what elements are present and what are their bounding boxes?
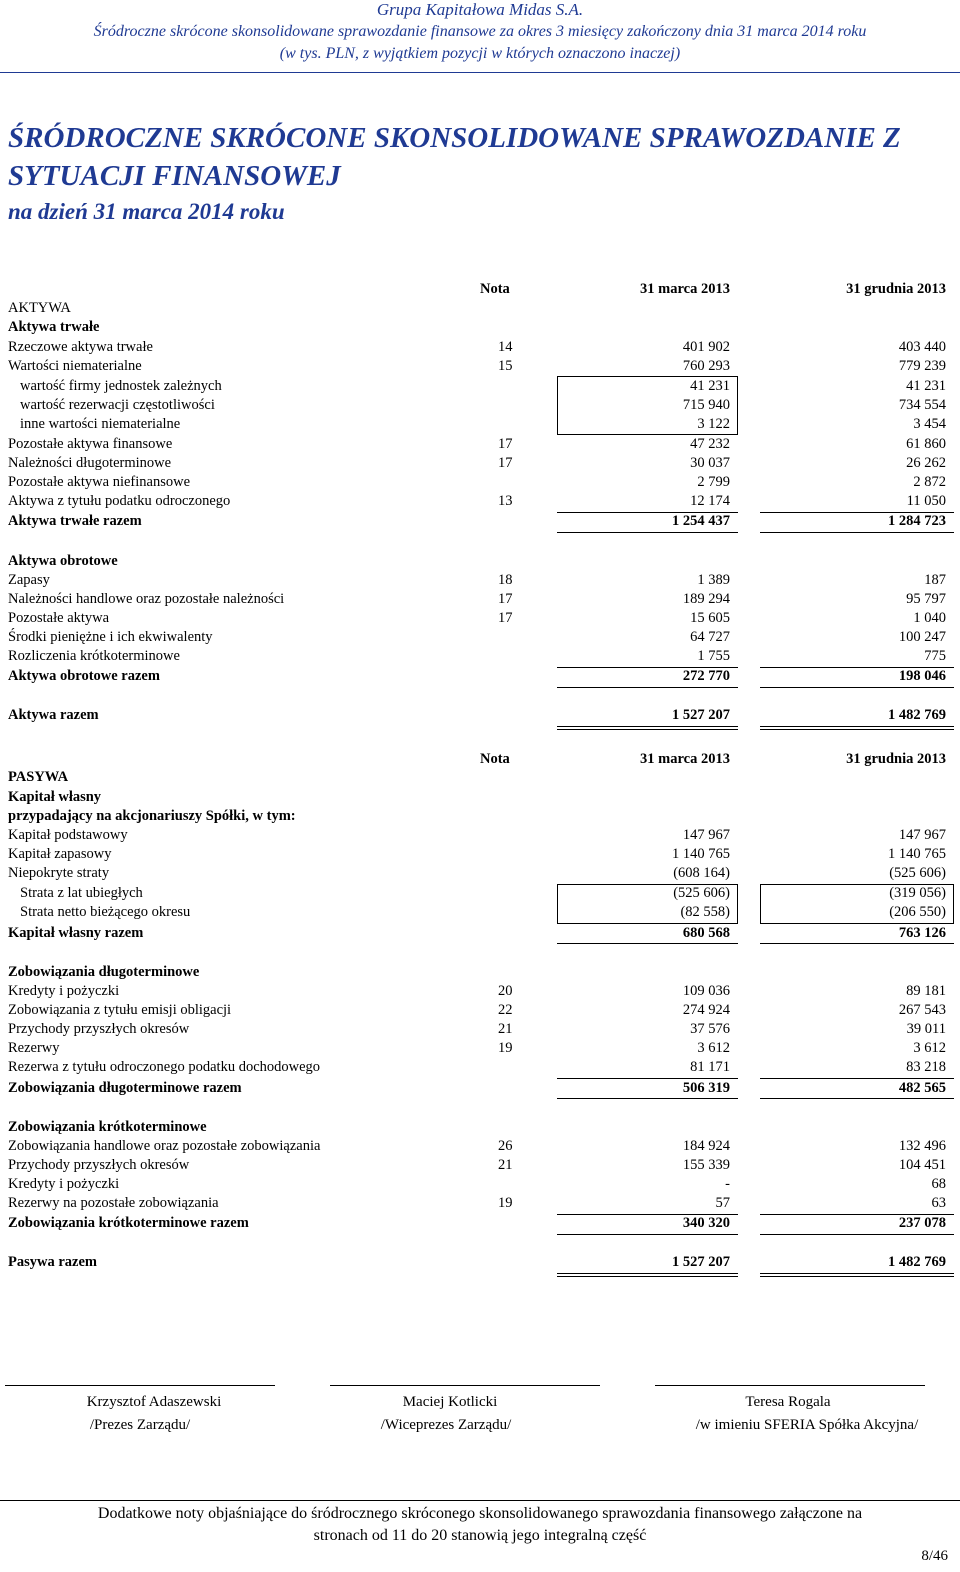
- row-label: Pasywa razem: [8, 1254, 97, 1270]
- row-value-1: 2 799: [697, 474, 730, 490]
- row-value-1: 1 755: [697, 648, 730, 664]
- row-value-1: -: [725, 1176, 730, 1192]
- underline: [557, 687, 738, 688]
- header-divider: [0, 72, 960, 73]
- row-value-2: 26 262: [906, 455, 946, 471]
- row-value-1: 715 940: [682, 397, 730, 413]
- table-row: [0, 571, 960, 590]
- row-label: Rezerwa z tytułu odroczonego podatku dochodowego: [8, 1059, 321, 1075]
- row-value-1: 1 389: [697, 572, 730, 588]
- row-value-1: 37 576: [690, 1021, 730, 1037]
- row-nota: 26: [498, 1138, 513, 1154]
- row-value-2: 1 040: [913, 610, 946, 626]
- row-value-1: 1 527 207: [672, 707, 730, 723]
- double-underline: [557, 1273, 738, 1277]
- row-label: Pozostałe aktywa: [8, 610, 110, 626]
- row-value-1: 272 770: [682, 668, 730, 684]
- footer-note-line2: stronach od 11 do 20 stanowią jego integralną część: [313, 1527, 647, 1544]
- col-period1: 31 marca 2013: [640, 751, 730, 767]
- row-value-1: 30 037: [690, 455, 730, 471]
- table-row: [0, 647, 960, 666]
- row-nota: 19: [498, 1195, 513, 1211]
- row-label: Pozostałe aktywa finansowe: [8, 436, 173, 452]
- row-label: Aktywa z tytułu podatku odroczonego: [8, 493, 231, 509]
- row-value-2: 403 440: [898, 339, 946, 355]
- table-row: [0, 903, 960, 922]
- row-value-2: 198 046: [898, 668, 946, 684]
- table-row: [0, 1194, 960, 1213]
- section-subheading: [0, 963, 960, 982]
- table-row: [0, 1058, 960, 1077]
- noncurrent-heading: Aktywa trwałe: [8, 319, 100, 335]
- col-period2: 31 grudnia 2013: [846, 281, 946, 297]
- row-label: Rozliczenia krótkoterminowe: [8, 648, 180, 664]
- row-nota: 17: [498, 610, 513, 626]
- col-nota: Nota: [480, 281, 510, 297]
- row-value-2: 482 565: [898, 1080, 946, 1096]
- row-value-1: 3 122: [697, 416, 730, 432]
- row-value-1: 64 727: [690, 629, 730, 645]
- row-label: Zapasy: [8, 572, 50, 588]
- row-value-1: 189 294: [682, 591, 730, 607]
- row-value-1: 340 320: [682, 1215, 730, 1231]
- row-label: Przychody przyszłych okresów: [8, 1157, 190, 1173]
- total-row: [0, 1253, 960, 1272]
- row-label: wartość rezerwacji częstotliwości: [20, 397, 215, 413]
- col-period1: 31 marca 2013: [640, 281, 730, 297]
- table-row: [0, 845, 960, 864]
- row-label: Kapitał zapasowy: [8, 846, 112, 862]
- row-value-1: 401 902: [682, 339, 730, 355]
- col-period2: 31 grudnia 2013: [846, 751, 946, 767]
- table-row: [0, 982, 960, 1001]
- row-value-2: 1 140 765: [888, 846, 946, 862]
- row-label: Rezerwy na pozostałe zobowiązania: [8, 1195, 219, 1211]
- section-subheading: [0, 807, 960, 826]
- row-value-2: 83 218: [906, 1059, 946, 1075]
- row-label: Należności długoterminowe: [8, 455, 172, 471]
- signature-role: /Prezes Zarządu/: [89, 1417, 191, 1433]
- row-value-1: 506 319: [682, 1080, 730, 1096]
- underline: [760, 532, 954, 533]
- signature-name: Teresa Rogala: [745, 1394, 831, 1410]
- row-value-1: 1 254 437: [672, 513, 730, 529]
- row-value-1: (82 558): [680, 904, 730, 920]
- table-row: [0, 1020, 960, 1039]
- row-label: Zobowiązania długoterminowe razem: [8, 1080, 242, 1096]
- row-value-1: 184 924: [682, 1138, 730, 1154]
- section-heading: [0, 768, 960, 787]
- row-label: Rzeczowe aktywa trwałe: [8, 339, 153, 355]
- row-value-2: 63: [931, 1195, 946, 1211]
- double-underline: [557, 726, 738, 730]
- row-label: Aktywa trwałe razem: [8, 513, 142, 529]
- st-heading: Zobowiązania krótkoterminowe: [8, 1119, 207, 1135]
- row-label: Niepokryte straty: [8, 865, 110, 881]
- row-value-2: 779 239: [898, 358, 946, 374]
- row-value-2: 3 454: [913, 416, 946, 432]
- row-label: Strata z lat ubiegłych: [20, 885, 143, 901]
- subtotal-row: [0, 512, 960, 531]
- table-row: [0, 1039, 960, 1058]
- row-value-2: 3 612: [913, 1040, 946, 1056]
- row-value-2: (206 550): [889, 904, 946, 920]
- row-value-1: 41 231: [690, 378, 730, 394]
- table-row: [0, 415, 960, 434]
- table-row: [0, 492, 960, 511]
- row-value-2: 11 050: [906, 493, 946, 509]
- row-value-1: 47 232: [690, 436, 730, 452]
- equity-heading: Kapitał własny: [8, 789, 102, 805]
- row-nota: 17: [498, 436, 513, 452]
- row-value-1: 15 605: [690, 610, 730, 626]
- table-row: [0, 1175, 960, 1194]
- liabilities-heading: PASYWA: [8, 769, 69, 785]
- row-value-2: 187: [924, 572, 946, 588]
- row-value-2: 104 451: [898, 1157, 946, 1173]
- row-nota: 20: [498, 983, 513, 999]
- row-value-2: 267 543: [898, 1002, 946, 1018]
- table-row: [0, 1001, 960, 1020]
- row-label: Aktywa razem: [8, 707, 99, 723]
- row-value-2: 61 860: [906, 436, 946, 452]
- equity-subheading: przypadający na akcjonariuszy Spółki, w tym:: [8, 808, 296, 824]
- row-value-1: 155 339: [682, 1157, 730, 1173]
- row-value-1: 274 924: [682, 1002, 730, 1018]
- subtotal-row: [0, 924, 960, 943]
- row-value-2: 237 078: [898, 1215, 946, 1231]
- signature-line: [330, 1385, 600, 1386]
- section-subheading: [0, 552, 960, 571]
- row-value-2: 41 231: [906, 378, 946, 394]
- units-note: (w tys. PLN, z wyjątkiem pozycji w których oznaczono inaczej): [279, 45, 681, 62]
- row-nota: 14: [498, 339, 513, 355]
- footer-divider: [0, 1500, 960, 1501]
- table-row: [0, 396, 960, 415]
- page-number: 8/46: [921, 1548, 948, 1564]
- signature-line: [5, 1385, 275, 1386]
- row-label: Przychody przyszłych okresów: [8, 1021, 190, 1037]
- row-value-1: 680 568: [682, 925, 730, 941]
- row-value-1: 81 171: [690, 1059, 730, 1075]
- page-title-line1: ŚRÓDROCZNE SKRÓCONE SKONSOLIDOWANE SPRAWOZDANIE Z: [8, 122, 901, 154]
- row-label: Pozostałe aktywa niefinansowe: [8, 474, 191, 490]
- col-nota: Nota: [480, 751, 510, 767]
- underline: [557, 1098, 738, 1099]
- table-row: [0, 377, 960, 396]
- company-name: Grupa Kapitałowa Midas S.A.: [376, 0, 584, 19]
- row-nota: 17: [498, 591, 513, 607]
- assets-column-header: [0, 280, 960, 299]
- row-label: Kapitał podstawowy: [8, 827, 128, 843]
- section-subheading: [0, 1118, 960, 1137]
- section-subheading: [0, 788, 960, 807]
- row-nota: 21: [498, 1021, 513, 1037]
- underline: [760, 687, 954, 688]
- row-value-2: (319 056): [889, 885, 946, 901]
- row-value-2: 39 011: [906, 1021, 946, 1037]
- row-value-2: 68: [931, 1176, 946, 1192]
- row-label: Strata netto bieżącego okresu: [20, 904, 191, 920]
- page-title-line2: SYTUACJI FINANSOWEJ: [8, 160, 341, 192]
- double-underline: [760, 1273, 954, 1277]
- row-label: Rezerwy: [8, 1040, 60, 1056]
- row-label: Wartości niematerialne: [8, 358, 142, 374]
- underline: [760, 943, 954, 944]
- table-row: [0, 435, 960, 454]
- row-nota: 17: [498, 455, 513, 471]
- row-label: Środki pieniężne i ich ekwiwalenty: [8, 629, 213, 645]
- table-row: [0, 454, 960, 473]
- row-value-2: (525 606): [889, 865, 946, 881]
- table-row: [0, 864, 960, 883]
- row-value-2: 763 126: [898, 925, 946, 941]
- row-value-1: 760 293: [682, 358, 730, 374]
- row-value-1: (608 164): [673, 865, 730, 881]
- signature-role: /w imieniu SFERIA Spółka Akcyjna/: [695, 1417, 919, 1433]
- signature-name: Maciej Kotlicki: [402, 1394, 498, 1410]
- lt-heading: Zobowiązania długoterminowe: [8, 964, 200, 980]
- row-nota: 21: [498, 1157, 513, 1173]
- row-value-1: 109 036: [682, 983, 730, 999]
- underline: [557, 532, 738, 533]
- row-value-1: 1 140 765: [672, 846, 730, 862]
- underline: [557, 943, 738, 944]
- row-value-2: 1 482 769: [888, 1254, 946, 1270]
- footer-note-line1: Dodatkowe noty objaśniające do śródrocznego skróconego skonsolidowanego sprawozdania finansowego załączone na: [97, 1505, 863, 1522]
- table-row: [0, 590, 960, 609]
- underline: [760, 1234, 954, 1235]
- report-subtitle: Śródroczne skrócone skonsolidowane sprawozdanie finansowe za okres 3 miesięcy zakończony dnia 31 marca 2014 roku: [93, 23, 867, 40]
- table-row: [0, 473, 960, 492]
- section-subheading: [0, 318, 960, 337]
- row-label: Aktywa obrotowe razem: [8, 668, 160, 684]
- table-row: [0, 338, 960, 357]
- table-row: [0, 1156, 960, 1175]
- row-value-1: 147 967: [682, 827, 730, 843]
- row-label: Zobowiązania handlowe oraz pozostałe zobowiązania: [8, 1138, 321, 1154]
- row-value-2: 100 247: [898, 629, 946, 645]
- row-nota: 19: [498, 1040, 513, 1056]
- row-label: inne wartości niematerialne: [20, 416, 181, 432]
- row-label: Należności handlowe oraz pozostałe należności: [8, 591, 285, 607]
- row-nota: 13: [498, 493, 513, 509]
- signature-name: Krzysztof Adaszewski: [86, 1394, 222, 1410]
- row-value-2: 132 496: [898, 1138, 946, 1154]
- signature-role: /Wiceprezes Zarządu/: [380, 1417, 512, 1433]
- table-row: [0, 357, 960, 376]
- row-value-1: 1 527 207: [672, 1254, 730, 1270]
- row-value-2: 95 797: [906, 591, 946, 607]
- subtotal-row: [0, 1214, 960, 1233]
- double-underline: [760, 726, 954, 730]
- table-row: [0, 609, 960, 628]
- signature-line: [655, 1385, 925, 1386]
- row-label: Zobowiązania krótkoterminowe razem: [8, 1215, 249, 1231]
- row-label: Kredyty i pożyczki: [8, 983, 120, 999]
- row-label: wartość firmy jednostek zależnych: [20, 378, 222, 394]
- subtotal-row: [0, 667, 960, 686]
- assets-heading: AKTYWA: [8, 300, 71, 316]
- row-nota: 18: [498, 572, 513, 588]
- row-value-2: 147 967: [898, 827, 946, 843]
- row-label: Zobowiązania z tytułu emisji obligacji: [8, 1002, 232, 1018]
- underline: [557, 1234, 738, 1235]
- current-heading: Aktywa obrotowe: [8, 553, 118, 569]
- row-value-1: (525 606): [673, 885, 730, 901]
- row-value-2: 1 482 769: [888, 707, 946, 723]
- table-row: [0, 826, 960, 845]
- table-row: [0, 1137, 960, 1156]
- row-value-1: 12 174: [690, 493, 730, 509]
- total-row: [0, 706, 960, 725]
- row-value-2: 775: [924, 648, 946, 664]
- row-nota: 15: [498, 358, 513, 374]
- page-title-date: na dzień 31 marca 2014 roku: [8, 199, 285, 224]
- row-value-2: 2 872: [913, 474, 946, 490]
- row-label: Kapitał własny razem: [8, 925, 144, 941]
- row-value-1: 57: [715, 1195, 730, 1211]
- row-value-1: 3 612: [697, 1040, 730, 1056]
- row-nota: 22: [498, 1002, 513, 1018]
- subtotal-row: [0, 1079, 960, 1098]
- row-value-2: 89 181: [906, 983, 946, 999]
- section-heading: [0, 299, 960, 318]
- table-row: [0, 628, 960, 647]
- row-value-2: 1 284 723: [888, 513, 946, 529]
- row-value-2: 734 554: [898, 397, 946, 413]
- liabilities-column-header: [0, 750, 960, 769]
- table-row: [0, 884, 960, 903]
- underline: [760, 1098, 954, 1099]
- row-label: Kredyty i pożyczki: [8, 1176, 120, 1192]
